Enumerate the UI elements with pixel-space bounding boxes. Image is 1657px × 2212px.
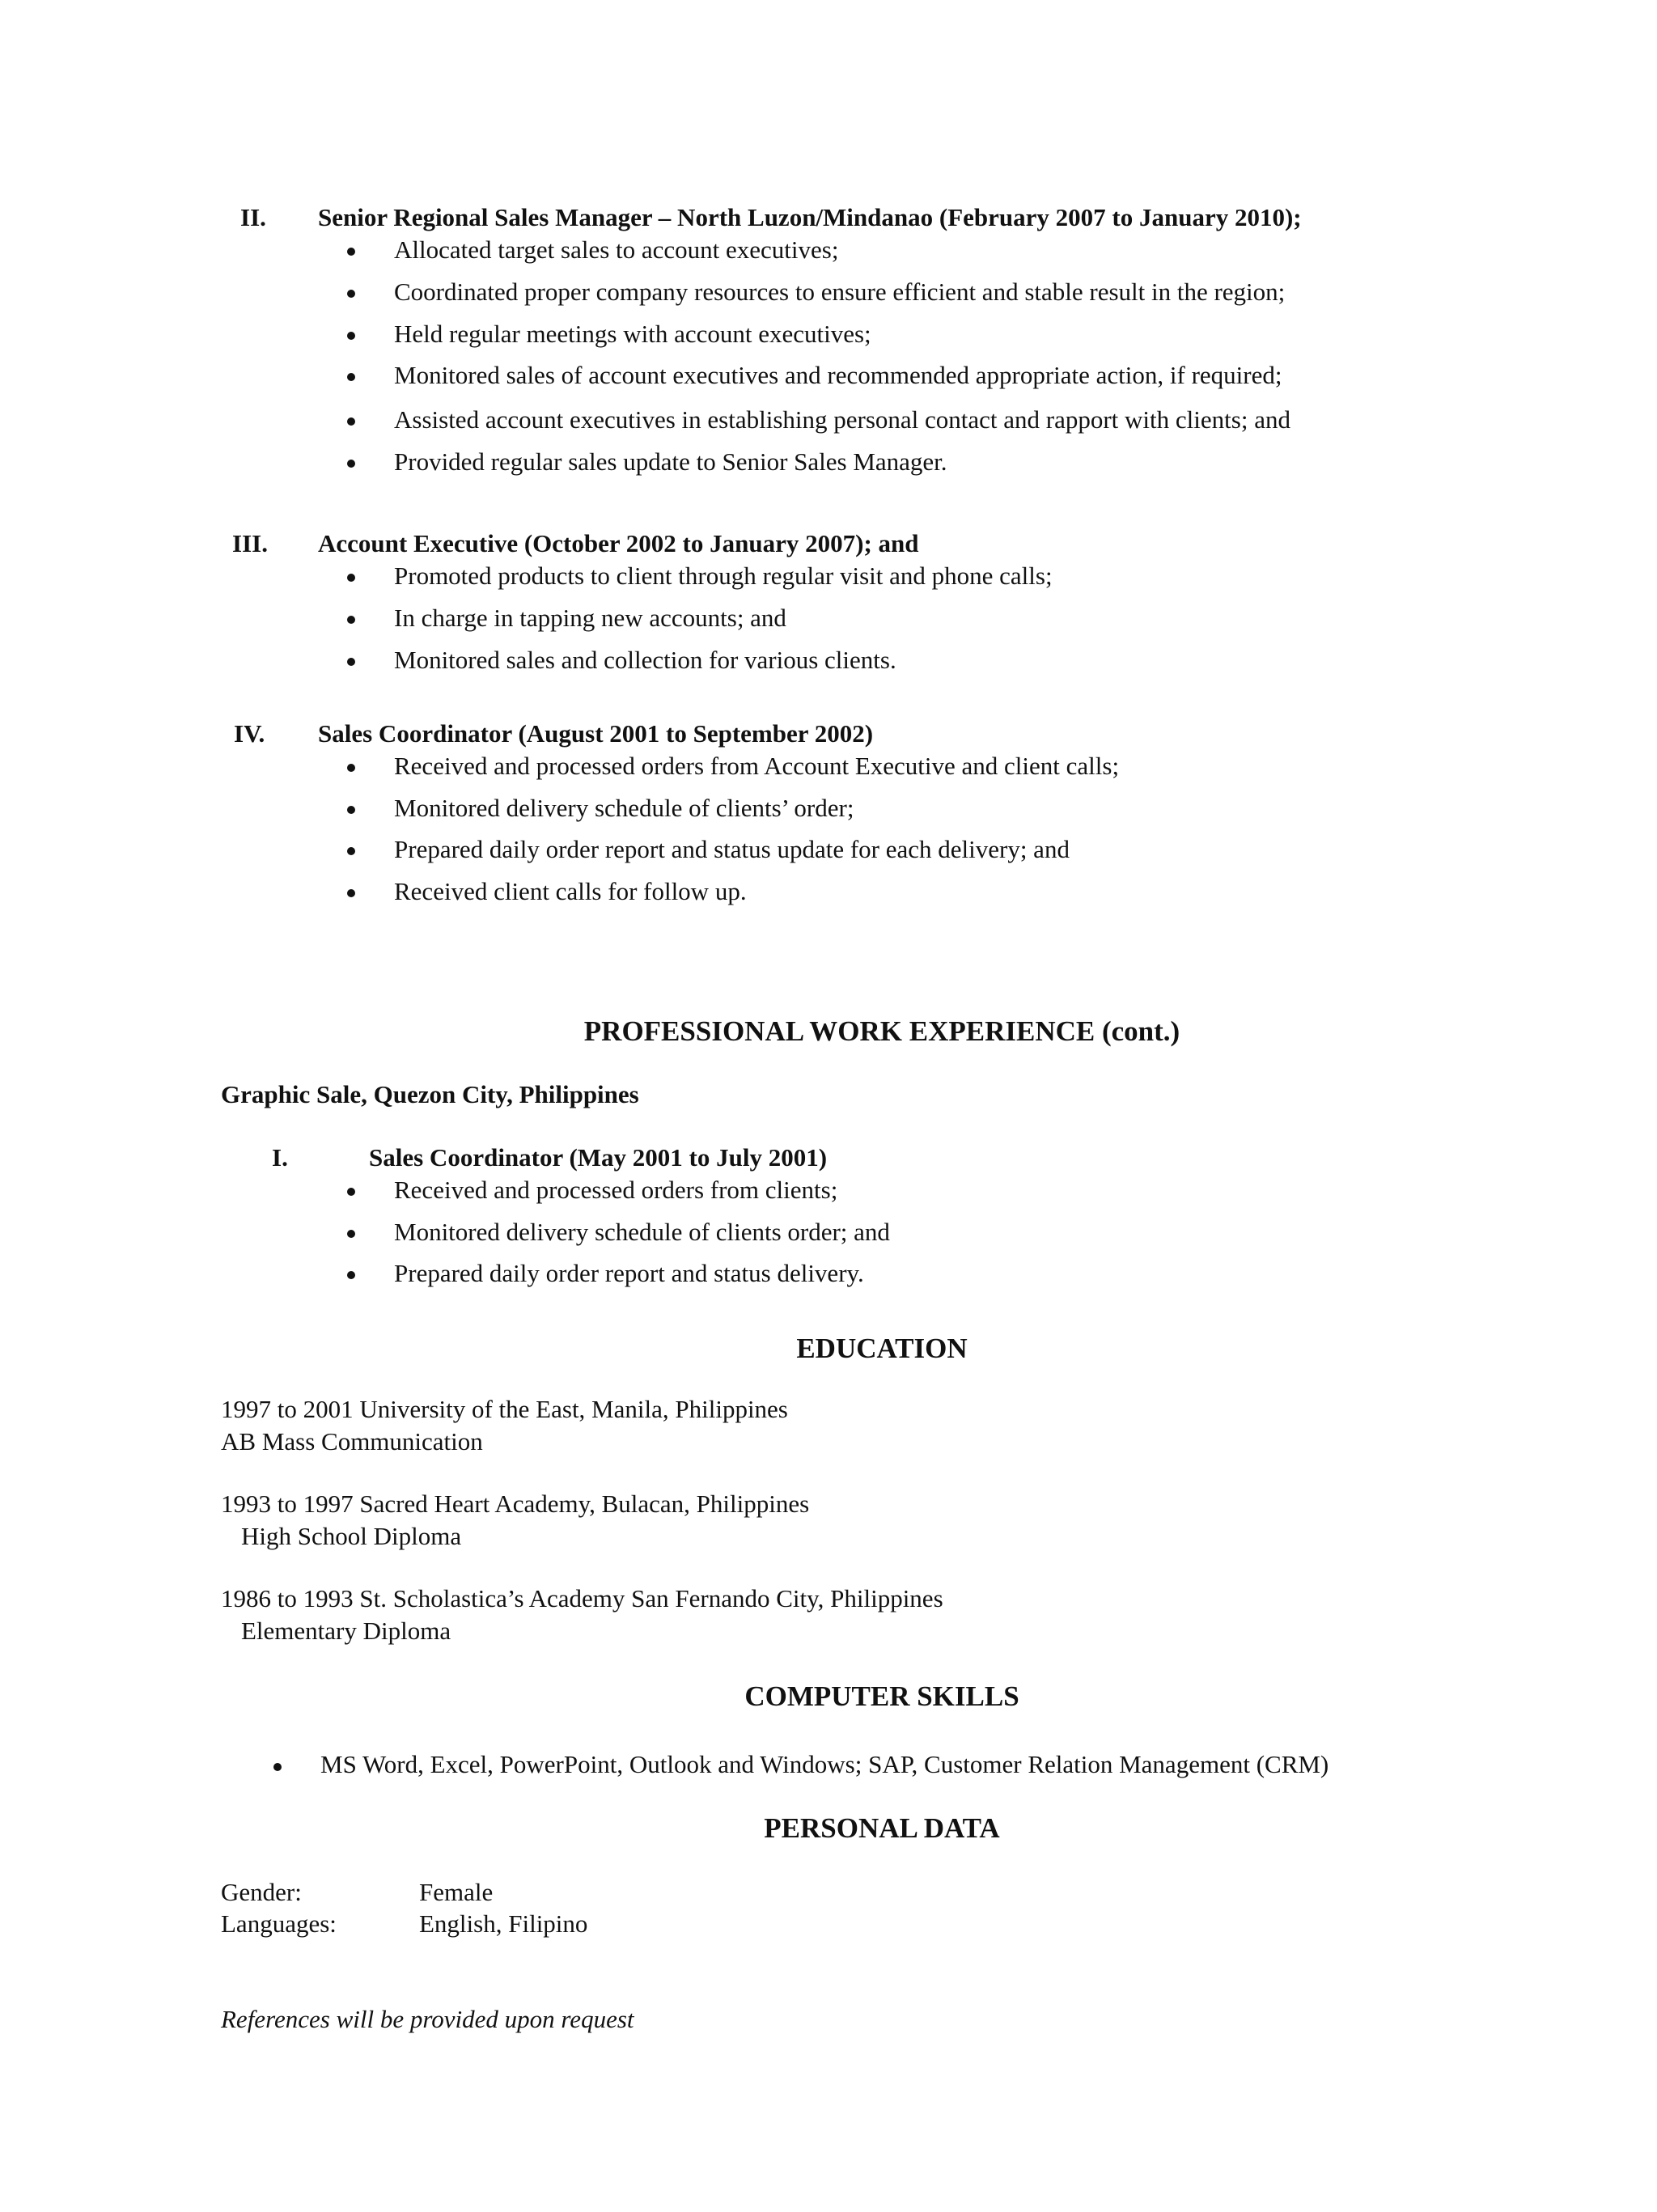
education-entry-degree: High School Diploma	[241, 1522, 462, 1550]
job-number: I.	[272, 1143, 288, 1172]
bullet-icon	[273, 1763, 282, 1771]
section-heading-education: EDUCATION	[796, 1333, 968, 1364]
bullet-icon	[347, 1271, 355, 1279]
section-heading-skills: COMPUTER SKILLS	[744, 1680, 1019, 1712]
languages-label: Languages:	[221, 1909, 337, 1938]
company-name: Graphic Sale, Quezon City, Philippines	[221, 1080, 639, 1108]
languages-value: English, Filipino	[419, 1909, 588, 1938]
bullet-icon	[347, 806, 355, 814]
gender-label: Gender:	[221, 1878, 302, 1906]
education-entry-line: 1997 to 2001 University of the East, Manila, Philippines	[221, 1395, 788, 1423]
bullet-text: In charge in tapping new accounts; and	[394, 604, 786, 632]
bullet-icon	[347, 847, 355, 855]
job-title: Account Executive (October 2002 to January 2007); and	[318, 529, 919, 557]
bullet-text: Monitored sales of account executives and recommended appropriate action, if required;	[394, 361, 1282, 389]
bullet-text: Coordinated proper company resources to ensure efficient and stable result in the region;	[394, 278, 1286, 306]
job-number: III.	[232, 529, 268, 557]
bullet-icon	[347, 417, 355, 426]
bullet-icon	[347, 889, 355, 897]
bullet-text: Received client calls for follow up.	[394, 877, 747, 905]
bullet-text: Assisted account executives in establishing personal contact and rapport with clients; and	[394, 405, 1290, 434]
gender-value: Female	[419, 1878, 494, 1906]
bullet-icon	[347, 764, 355, 772]
bullet-text: Held regular meetings with account executives;	[394, 320, 871, 348]
bullet-text: Monitored sales and collection for various clients.	[394, 646, 896, 674]
education-entry-degree: AB Mass Communication	[221, 1427, 483, 1456]
job-title: Senior Regional Sales Manager – North Luzon/Mindanao (February 2007 to January 2010);	[318, 203, 1302, 231]
references-note: References will be provided upon request	[221, 2005, 634, 2033]
bullet-icon	[347, 290, 355, 298]
education-entry-line: 1986 to 1993 St. Scholastica’s Academy San Fernando City, Philippines	[221, 1584, 943, 1612]
bullet-text: Monitored delivery schedule of clients’ order;	[394, 794, 854, 822]
bullet-icon	[347, 574, 355, 582]
bullet-text: Promoted products to client through regular visit and phone calls;	[394, 561, 1053, 590]
education-entry-line: 1993 to 1997 Sacred Heart Academy, Bulacan, Philippines	[221, 1489, 810, 1518]
job-number: II.	[240, 203, 266, 231]
bullet-text: Allocated target sales to account executives;	[394, 235, 839, 264]
job-title: Sales Coordinator (May 2001 to July 2001)	[369, 1143, 828, 1172]
education-entry-degree: Elementary Diploma	[241, 1617, 451, 1645]
bullet-text: Prepared daily order report and status update for each delivery; and	[394, 835, 1070, 863]
bullet-icon	[347, 1188, 355, 1196]
bullet-icon	[347, 373, 355, 381]
bullet-text: Monitored delivery schedule of clients order; and	[394, 1218, 890, 1246]
bullet-icon	[347, 616, 355, 624]
bullet-text: Received and processed orders from Account Executive and client calls;	[394, 752, 1120, 780]
bullet-icon	[347, 460, 355, 468]
bullet-icon	[347, 1230, 355, 1238]
bullet-text: Received and processed orders from clients;	[394, 1176, 838, 1204]
job-number: IV.	[234, 719, 265, 748]
section-heading-personal: PERSONAL DATA	[764, 1812, 1000, 1844]
bullet-text: Provided regular sales update to Senior Sales Manager.	[394, 447, 947, 476]
bullet-icon	[347, 332, 355, 340]
bullet-icon	[347, 248, 355, 256]
job-title: Sales Coordinator (August 2001 to September 2002)	[318, 719, 874, 748]
section-heading-experience: PROFESSIONAL WORK EXPERIENCE (cont.)	[583, 1015, 1180, 1047]
skills-item: MS Word, Excel, PowerPoint, Outlook and Windows; SAP, Customer Relation Management (CRM)	[320, 1750, 1329, 1778]
bullet-text: Prepared daily order report and status delivery.	[394, 1259, 864, 1287]
bullet-icon	[347, 658, 355, 666]
